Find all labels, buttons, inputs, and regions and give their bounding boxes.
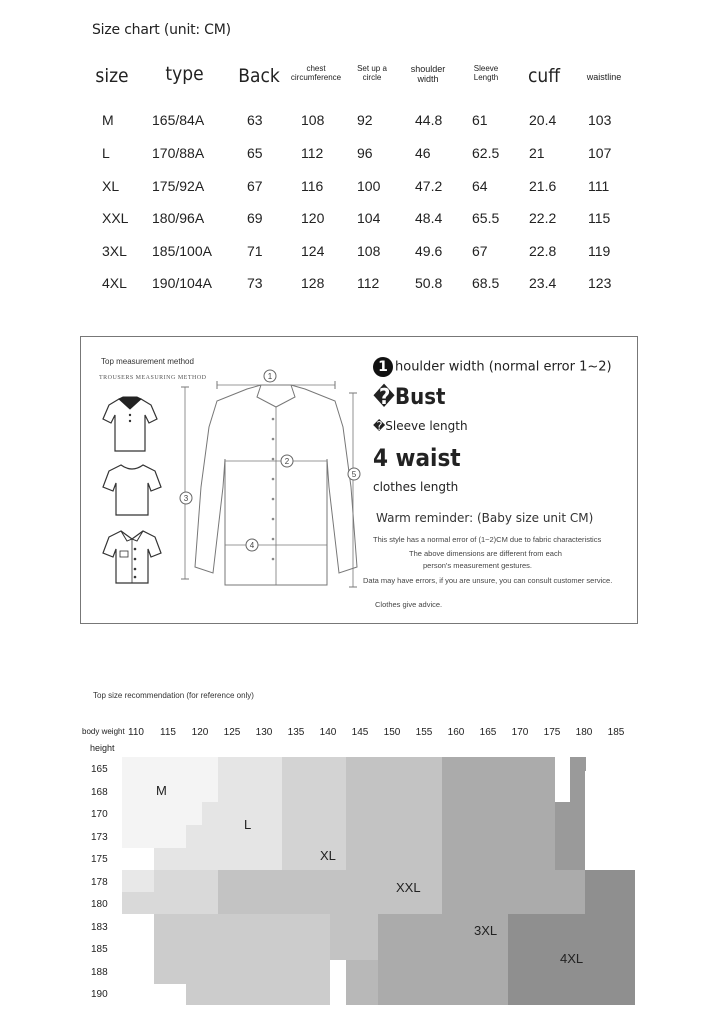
- weight-tick: 110: [128, 727, 144, 738]
- cell-back: 65: [247, 145, 263, 161]
- table-row: [90, 178, 640, 202]
- cell-shoulder: 48.4: [415, 210, 443, 226]
- region-m: [122, 825, 186, 848]
- table-row: [90, 243, 640, 267]
- cell-type: 185/100A: [152, 243, 212, 259]
- weight-tick: 160: [447, 727, 465, 738]
- legend-clothes-length: clothes length: [373, 480, 459, 494]
- weight-tick: 125: [223, 727, 241, 738]
- cell-chest: 120: [301, 210, 325, 226]
- height-tick: 165: [91, 764, 108, 775]
- table-row: [90, 112, 640, 136]
- weight-tick: 115: [160, 727, 176, 738]
- cell-cuff: 22.8: [529, 243, 557, 259]
- height-tick: 170: [91, 809, 108, 820]
- number-one-icon: 1: [373, 357, 393, 377]
- height-tick: 173: [91, 831, 108, 843]
- region-l: [202, 802, 282, 825]
- cell-shoulder: 50.8: [415, 275, 443, 291]
- region-4xl: [570, 769, 585, 879]
- cell-sleeve: 65.5: [472, 210, 500, 226]
- legend-sleeve: �Sleeve length: [373, 419, 468, 433]
- cell-cuff: 21.6: [529, 178, 557, 194]
- weight-tick: 170: [511, 727, 529, 738]
- cell-type: 180/96A: [152, 210, 205, 226]
- cell-waistline: 103: [588, 112, 612, 128]
- cell-chest: 116: [301, 178, 324, 194]
- header-shoulder: shoulder width: [410, 64, 446, 85]
- header-chest: chest circumference: [290, 64, 342, 83]
- note-customer-service: Data may have errors, if you are unsure, you can consult customer service.: [363, 576, 613, 585]
- cell-circle: 104: [357, 210, 381, 226]
- polo-shirt-icon: [101, 395, 159, 455]
- tshirt-icon: [101, 461, 163, 519]
- marker-2: 2: [284, 457, 290, 466]
- height-label: height: [90, 743, 115, 753]
- cell-circle: 100: [357, 178, 381, 194]
- marker-3: 3: [183, 494, 189, 503]
- cell-chest: 112: [301, 145, 324, 161]
- cell-back: 69: [247, 210, 263, 226]
- cell-sleeve: 61: [472, 112, 488, 128]
- region-xl: [122, 892, 218, 914]
- weight-tick: 145: [351, 727, 369, 738]
- region-l: [186, 825, 282, 848]
- weight-tick: 180: [575, 727, 593, 738]
- cell-size: 3XL: [102, 243, 127, 259]
- note-advice: Clothes give advice.: [375, 600, 443, 609]
- cell-size: XXL: [102, 210, 129, 226]
- measurement-title: Top measurement method: [101, 357, 194, 366]
- cell-type: 175/92A: [152, 178, 205, 194]
- cell-type: 190/104A: [152, 275, 212, 291]
- header-sleeve: Sleeve Length: [473, 64, 499, 83]
- cell-waistline: 119: [588, 243, 611, 259]
- measurement-panel: [80, 336, 638, 624]
- label-4xl: 4XL: [560, 951, 584, 966]
- cell-size: XL: [102, 178, 120, 194]
- recommendation-title: Top size recommendation (for reference only): [93, 691, 254, 700]
- cell-cuff: 20.4: [529, 112, 557, 128]
- cell-back: 71: [247, 243, 263, 259]
- region-3xl: [555, 870, 585, 914]
- weight-tick: 155: [415, 727, 433, 738]
- height-tick: 178: [91, 876, 108, 888]
- region-4xl: [585, 870, 635, 1005]
- region-l: [154, 848, 282, 870]
- height-tick: 168: [91, 786, 108, 798]
- region-3xl: [346, 960, 378, 1005]
- cell-waistline: 107: [588, 145, 612, 161]
- weight-tick: 185: [607, 727, 625, 738]
- weight-tick: 175: [543, 727, 561, 738]
- legend-shoulder-text: houlder width (normal error 1~2): [395, 359, 612, 375]
- cell-back: 63: [247, 112, 263, 128]
- cell-cuff: 22.2: [529, 210, 557, 226]
- cell-sleeve: 68.5: [472, 275, 500, 291]
- cell-circle: 92: [357, 112, 373, 128]
- note-gestures: person's measurement gestures.: [423, 561, 532, 570]
- cell-circle: 96: [357, 145, 373, 161]
- region-m: [122, 757, 218, 802]
- cell-waistline: 123: [588, 275, 612, 291]
- region-l: [122, 870, 154, 892]
- table-row: [90, 210, 640, 234]
- weight-tick: 130: [255, 727, 273, 738]
- legend-bust: �Bust: [373, 385, 446, 410]
- table-row: [90, 145, 640, 169]
- legend-shoulder: [373, 357, 612, 377]
- cell-type: 165/84A: [152, 112, 205, 128]
- label-xl: XL: [320, 848, 336, 863]
- height-tick: 185: [91, 944, 108, 955]
- label-l: L: [244, 817, 252, 832]
- size-chart-title: Size chart (unit: CM): [92, 22, 231, 38]
- note-error: This style has a normal error of (1~2)CM due to fabric characteristics: [373, 535, 602, 544]
- cell-waistline: 111: [588, 178, 610, 194]
- cell-circle: 108: [357, 243, 381, 259]
- label-xxl: XXL: [396, 880, 421, 895]
- legend-waist: 4 waist: [373, 444, 461, 472]
- region-xxl: [330, 938, 378, 960]
- header-waistline: waistline: [586, 72, 622, 82]
- label-3xl: 3XL: [474, 923, 498, 938]
- header-cuff: cuff: [527, 65, 560, 87]
- cell-waistline: 115: [588, 210, 611, 226]
- height-tick: 183: [91, 921, 108, 933]
- weight-tick: 140: [319, 727, 337, 738]
- cell-chest: 128: [301, 275, 325, 291]
- height-tick: 190: [91, 989, 108, 1000]
- body-weight-label: body weight: [82, 727, 125, 736]
- header-circle: Set up a circle: [357, 64, 387, 83]
- note-dimensions: The above dimensions are different from each: [409, 549, 562, 558]
- region-xxl: [154, 914, 186, 984]
- cell-sleeve: 64: [472, 178, 488, 194]
- weight-tick: 120: [191, 727, 209, 738]
- marker-4: 4: [249, 541, 255, 550]
- region-l: [218, 757, 282, 802]
- cell-shoulder: 46: [415, 145, 431, 161]
- cell-size: M: [102, 112, 114, 128]
- region-xl: [282, 757, 346, 870]
- warm-reminder: Warm reminder: (Baby size unit CM): [376, 511, 594, 525]
- header-type: type: [165, 63, 204, 85]
- cell-cuff: 23.4: [529, 275, 557, 291]
- cell-size: 4XL: [102, 275, 127, 291]
- height-tick: 180: [91, 899, 108, 910]
- cell-shoulder: 49.6: [415, 243, 443, 259]
- weight-tick: 165: [479, 727, 497, 738]
- cell-back: 67: [247, 178, 263, 194]
- cell-circle: 112: [357, 275, 380, 291]
- button-shirt-icon: [101, 527, 163, 587]
- marker-5: 5: [351, 470, 357, 479]
- cell-back: 73: [247, 275, 263, 291]
- cell-sleeve: 67: [472, 243, 488, 259]
- table-row: [90, 275, 640, 299]
- shirt-measurement-diagram: [177, 367, 375, 595]
- marker-1: 1: [267, 372, 273, 381]
- header-size: size: [95, 65, 129, 87]
- weight-tick: 150: [383, 727, 401, 738]
- header-back: Back: [238, 65, 280, 87]
- cell-size: L: [102, 145, 110, 161]
- region-xl: [154, 870, 218, 892]
- cell-sleeve: 62.5: [472, 145, 500, 161]
- label-m: M: [156, 783, 167, 798]
- cell-chest: 108: [301, 112, 325, 128]
- region-3xl: [442, 757, 555, 914]
- cell-shoulder: 44.8: [415, 112, 443, 128]
- measurement-subtitle: TROUSERS MEASURING METHOD: [99, 375, 207, 381]
- region-m: [122, 802, 202, 825]
- cell-cuff: 21: [529, 145, 545, 161]
- cell-type: 170/88A: [152, 145, 205, 161]
- cell-shoulder: 47.2: [415, 178, 443, 194]
- weight-tick: 135: [287, 727, 305, 738]
- cell-chest: 124: [301, 243, 325, 259]
- height-tick: 175: [91, 854, 108, 865]
- region-xxl: [186, 914, 330, 1005]
- height-tick: 188: [91, 966, 108, 978]
